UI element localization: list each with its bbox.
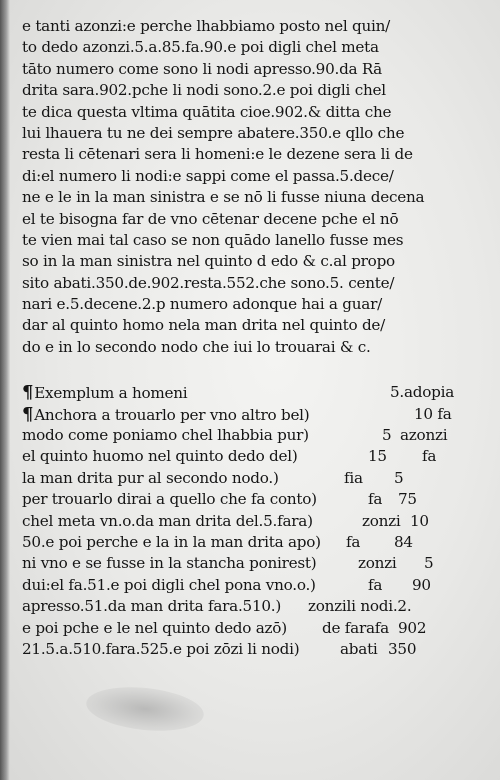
example-row-col2: 84 xyxy=(394,532,413,551)
example-row-col2: 5 xyxy=(424,554,434,573)
example-row-text: 50.e poi perche e la in la man drita apo) xyxy=(22,532,321,551)
example-heading-row xyxy=(22,382,490,403)
example-row xyxy=(22,596,490,617)
example-row-text: e poi pche e le nel quinto dedo azō) xyxy=(22,618,287,637)
paper-stain xyxy=(84,682,206,736)
example-row-col1: zonzi xyxy=(362,511,401,530)
example-row-col1: 5 xyxy=(382,426,392,445)
text-line: resta li cētenari sera li homeni:e le dezene sera li de xyxy=(22,145,413,164)
example-heading-right: 5.adopia xyxy=(390,383,455,402)
example-row-col1: 15 xyxy=(368,447,387,466)
example-row xyxy=(22,468,490,489)
pilcrow-mark: ¶ xyxy=(22,403,34,425)
section-spacer xyxy=(22,358,490,382)
example-row-text: modo come poniamo chel lhabbia pur) xyxy=(22,426,309,445)
text-line: drita sara.902.pche li nodi sono.2.e poi digli chel xyxy=(22,81,386,100)
example-rows xyxy=(22,404,490,661)
example-row xyxy=(22,511,490,532)
text-line: dar al quinto homo nela man drita nel quinto de/ xyxy=(22,316,386,335)
example-row-col2: 75 xyxy=(398,490,417,509)
text-line: tāto numero come sono li nodi apresso.90.da Rā xyxy=(22,59,382,78)
page-text xyxy=(22,16,490,660)
example-heading-text: Exemplum a homeni xyxy=(34,384,188,403)
example-row-col2: 10 xyxy=(410,511,429,530)
example-row-text: dui:el fa.51.e poi digli chel pona vno.o.) xyxy=(22,575,316,594)
example-row-text: apresso.51.da man drita fara.510.) xyxy=(22,597,282,616)
page-gutter-shadow xyxy=(0,0,10,780)
example-row-col1: abati xyxy=(340,639,378,658)
example-row-col1: fia xyxy=(344,468,363,487)
example-row xyxy=(22,489,490,510)
example-row-col1: fa xyxy=(346,532,361,551)
example-row xyxy=(22,425,490,446)
example-heading xyxy=(22,382,187,404)
text-line: te vien mai tal caso se non quādo lanello fusse mes xyxy=(22,230,404,249)
example-row-col1: zonzi xyxy=(358,554,397,573)
text-line: ne e le in la man sinistra e se nō li fusse niuna decena xyxy=(22,188,425,207)
example-row-col2: azonzi xyxy=(400,426,448,445)
example-row xyxy=(22,404,490,425)
text-line: el te bisogna far de vno cētenar decene pche el nō xyxy=(22,209,399,228)
example-row-col2: 350 xyxy=(388,639,417,658)
text-line: te dica questa vltima quātita cioe.902.& ditta che xyxy=(22,102,392,121)
example-row-col1: fa xyxy=(368,490,383,509)
example-row xyxy=(22,618,490,639)
example-row xyxy=(22,553,490,574)
example-row xyxy=(22,575,490,596)
example-row-col1: zonzili nodi.2. xyxy=(308,597,412,616)
example-row-text: chel meta vn.o.da man drita del.5.fara) xyxy=(22,511,313,530)
example-row-col2: 10 fa xyxy=(414,404,452,423)
example-row-text: ¶Anchora a trouarlo per vno altro bel) xyxy=(22,403,310,425)
example-row-text: ni vno e se fusse in la stancha ponirest) xyxy=(22,554,317,573)
pilcrow-mark: ¶ xyxy=(22,382,34,404)
text-line: to dedo azonzi.5.a.85.fa.90.e poi digli chel meta xyxy=(22,38,379,57)
text-line: sito abati.350.de.902.resta.552.che sono.5. cente/ xyxy=(22,273,395,292)
example-row-col1: fa xyxy=(368,575,383,594)
text-line: e tanti azonzi:e perche lhabbiamo posto nel quin/ xyxy=(22,17,391,35)
example-row-text: 21.5.a.510.fara.525.e poi zōzi li nodi) xyxy=(22,639,300,658)
text-line: do e in lo secondo nodo che iui lo trouarai & c. xyxy=(22,337,371,356)
example-row-col1: de farafa xyxy=(322,618,389,637)
text-line: nari e.5.decene.2.p numero adonque hai a guar/ xyxy=(22,295,382,314)
example-row xyxy=(22,639,490,660)
example-row-text: la man drita pur al secondo nodo.) xyxy=(22,468,279,487)
paragraph xyxy=(22,16,490,358)
text-line: so in la man sinistra nel quinto d edo & c.al propo xyxy=(22,252,395,271)
example-row xyxy=(22,532,490,553)
example-row-col2: fa xyxy=(422,447,437,466)
text-line: lui lhauera tu ne dei sempre abatere.350.e qllo che xyxy=(22,123,405,142)
example-row xyxy=(22,446,490,467)
text-line: di:el numero li nodi:e sappi come el passa.5.dece/ xyxy=(22,166,394,185)
example-row-col2: 90 xyxy=(412,575,431,594)
example-row-col2: 902 xyxy=(398,618,427,637)
example-row-text: per trouarlo dirai a quello che fa conto) xyxy=(22,490,317,509)
example-row-text: el quinto huomo nel quinto dedo del) xyxy=(22,447,298,466)
example-row-col2: 5 xyxy=(394,468,404,487)
